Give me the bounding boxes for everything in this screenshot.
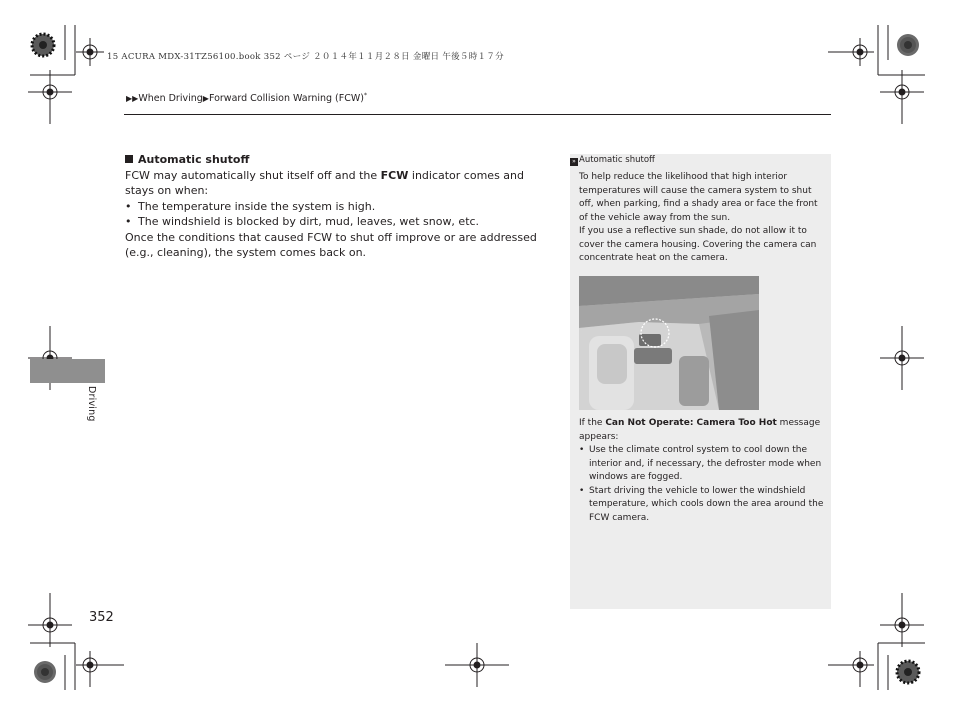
breadcrumb-arrow-icon: ▶▶ <box>126 94 139 104</box>
closing-paragraph: Once the conditions that caused FCW to shut off improve or are addressed (e.g., cleaning), the system comes back on. <box>125 230 537 259</box>
breadcrumb <box>126 92 367 104</box>
list-item: • Use the climate control system to cool down the interior and, if necessary, the defroster mode when windows are fogged. <box>579 444 824 485</box>
sidebar-paragraph: If you use a reflective sun shade, do not allow it to cover the camera housing. Covering the camera can concentrate heat on the camera. <box>579 226 817 263</box>
section-heading <box>125 152 553 168</box>
breadcrumb-arrow-icon: ▶ <box>202 94 209 104</box>
list-item: • The temperature inside the system is high. <box>125 199 553 215</box>
intro-paragraph <box>125 168 553 199</box>
conditions-list <box>125 199 553 230</box>
list-item: • Start driving the vehicle to lower the windshield temperature, which cools down the area around the FCW camera. <box>579 485 824 526</box>
sidebar-title-text: Automatic shutoff <box>579 155 655 165</box>
message-intro <box>579 417 824 444</box>
side-label: Driving <box>86 386 97 422</box>
message-actions-list <box>579 444 824 525</box>
section-heading-text: Automatic shutoff <box>138 153 250 166</box>
sidebar-title <box>570 155 655 166</box>
fcw-indicator-label: FCW <box>380 168 409 182</box>
header-rule <box>124 114 831 115</box>
camera-housing-photo <box>579 276 759 410</box>
section-tab <box>30 359 105 383</box>
sidebar-paragraph: To help reduce the likelihood that high interior temperatures will cause the camera system to shut off, when parking, find a shady area or face the front of the vehicle away from the sun. <box>579 172 818 223</box>
intro-text-end: indicator comes and stays on when: <box>125 168 524 197</box>
page-number: 352 <box>89 610 114 625</box>
reference-icon: » <box>570 158 578 166</box>
message-intro-end: message appears: <box>579 418 821 442</box>
print-header: 15 ACURA MDX-31TZ56100.book 352 ページ ２０１４年１１月２８日 金曜日 午後５時１７分 <box>107 52 504 62</box>
message-intro-text: If the <box>579 418 606 428</box>
square-bullet-icon <box>125 155 133 163</box>
list-item: • The windshield is blocked by dirt, mud, leaves, wet snow, etc. <box>125 214 553 230</box>
main-content <box>125 152 553 261</box>
breadcrumb-item-fcw[interactable]: Forward Collision Warning (FCW) <box>208 93 364 105</box>
breadcrumb-asterisk: * <box>363 92 367 99</box>
message-name: Can Not Operate: Camera Too Hot <box>605 418 777 428</box>
sidebar-text <box>579 171 824 266</box>
breadcrumb-item-when-driving[interactable]: When Driving <box>138 93 203 105</box>
intro-text: FCW may automatically shut itself off and the <box>125 168 381 182</box>
sidebar-message-section <box>579 417 824 525</box>
